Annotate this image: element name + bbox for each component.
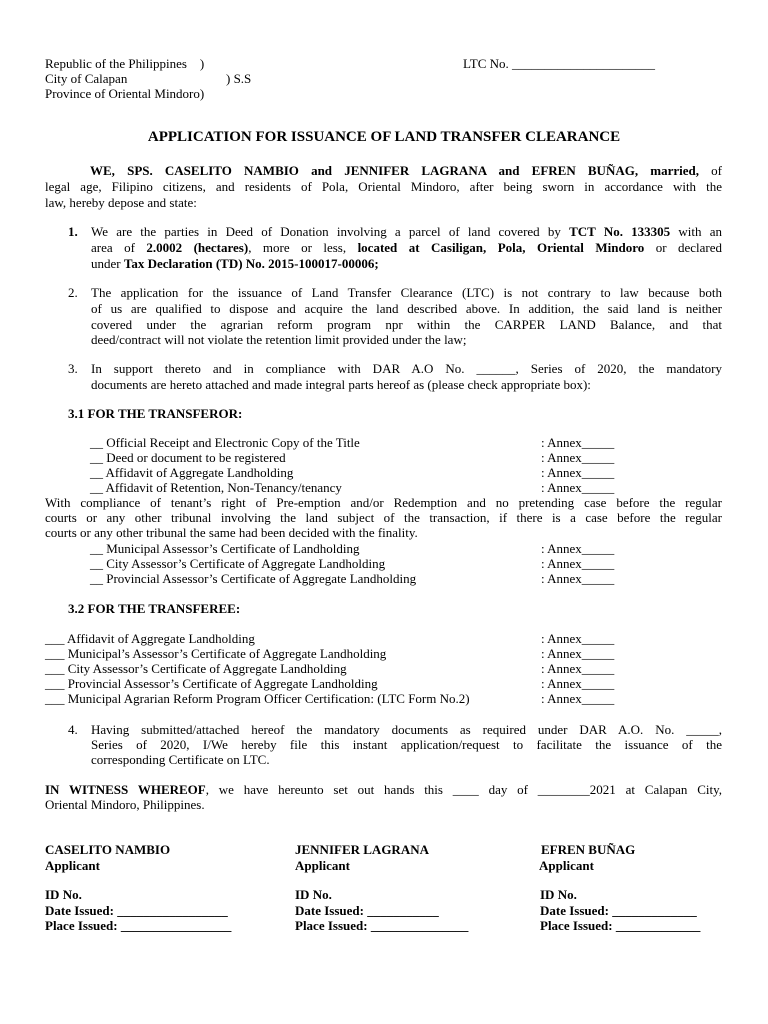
- transferor-item-affidavit-retention[interactable]: __ Affidavit of Retention, Non-Tenancy/tenancy: [90, 480, 342, 495]
- transferee-heading: 3.2 FOR THE TRANSFEREE:: [68, 601, 241, 616]
- item-1-declared: or declared: [644, 240, 723, 255]
- transferee-item-affidavit-aggregate[interactable]: ___ Affidavit of Aggregate Landholding: [45, 631, 255, 646]
- intro-line-3: law, hereby depose and state:: [45, 195, 197, 210]
- page-title: APPLICATION FOR ISSUANCE OF LAND TRANSFER CLEARANCE: [147, 129, 621, 145]
- transferor-heading: 3.1 FOR THE TRANSFEROR:: [68, 406, 243, 421]
- item-1-line-3: [91, 256, 379, 271]
- annex-field: : Annex_____: [541, 480, 615, 495]
- item-1-tax-declaration: Tax Declaration (TD) No. 2015-100017-00006;: [123, 256, 379, 271]
- intro-of: of: [711, 163, 722, 178]
- compliance-line-1: With compliance of tenant’s right of Pre-emption and/or Redemption and no pretending case before the regular: [45, 495, 722, 510]
- item-1-number: 1.: [68, 224, 78, 239]
- item-1-under: under: [91, 256, 124, 271]
- item-1-line-1: [91, 224, 722, 239]
- compliance-line-2: courts or any other tribunal involving the land subject of the transaction, if there is a case before the regular: [45, 510, 722, 525]
- item-1-more-less: , more or less,: [248, 240, 358, 255]
- annex-field: : Annex_____: [541, 676, 615, 691]
- header-province: Province of Oriental Mindoro): [45, 86, 205, 101]
- signatory-name-3: EFREN BUÑAG: [541, 842, 636, 857]
- item-4-line-1: Having submitted/attached hereof the mandatory documents as required under DAR A.O. No. _____,: [91, 722, 722, 737]
- item-3-line-1: In support thereto and in compliance with DAR A.O No. ______, Series of 2020, the mandatory: [91, 361, 722, 376]
- item-2-line-4: deed/contract will not violate the retention limit provided under the law;: [91, 332, 467, 347]
- item-1-tct: TCT No. 133305: [569, 224, 671, 239]
- transferor-item-provincial-assessor[interactable]: __ Provincial Assessor’s Certificate of Aggregate Landholding: [90, 571, 417, 586]
- transferee-item-marpo-certification[interactable]: ___ Municipal Agrarian Reform Program Officer Certification: (LTC Form No.2): [45, 691, 470, 706]
- signatory-role-1: Applicant: [45, 858, 100, 873]
- item-1-text-a: We are the parties in Deed of Donation involving a parcel of land covered by: [91, 224, 570, 239]
- item-4-line-3: corresponding Certificate on LTC.: [91, 752, 270, 767]
- witness-heading: IN WITNESS WHEREOF: [45, 782, 206, 797]
- annex-field: : Annex_____: [541, 571, 615, 586]
- annex-field: : Annex_____: [541, 465, 615, 480]
- item-4-number: 4.: [68, 722, 78, 737]
- item-2-line-3: covered under the agrarian reform program npr within the CARPER LAND Balance, and that: [91, 317, 722, 332]
- intro-line-1: [90, 163, 722, 178]
- transferor-item-affidavit-aggregate[interactable]: __ Affidavit of Aggregate Landholding: [90, 465, 294, 480]
- ltc-number-field: LTC No. ______________________: [463, 56, 655, 71]
- signatory-place-1: Place Issued: _________________: [45, 918, 232, 933]
- transferee-item-provincial-assessor[interactable]: ___ Provincial Assessor’s Certificate of Aggregate Landholding: [45, 676, 378, 691]
- signatory-place-2: Place Issued: _______________: [295, 918, 469, 933]
- transferee-item-city-assessor[interactable]: ___ City Assessor’s Certificate of Aggregate Landholding: [45, 661, 347, 676]
- annex-field: : Annex_____: [541, 646, 615, 661]
- item-1-location: located at Casiligan, Pola, Oriental Mindoro: [357, 240, 645, 255]
- item-2-line-1: The application for the issuance of Land Transfer Clearance (LTC) is not contrary to law because both: [91, 285, 722, 300]
- item-4-line-2: Series of 2020, I/We hereby file this instant application/request to facilitate the issuance of the: [91, 737, 722, 752]
- signatory-id-3: ID No.: [540, 887, 577, 902]
- item-1-line-2: [91, 240, 722, 255]
- item-1-text-c: with an: [670, 224, 723, 239]
- transferee-item-municipal-assessor[interactable]: ___ Municipal’s Assessor’s Certificate of Aggregate Landholding: [45, 646, 387, 661]
- signatory-id-2: ID No.: [295, 887, 332, 902]
- header-republic: Republic of the Philippines ): [45, 56, 205, 71]
- transferor-item-official-receipt[interactable]: __ Official Receipt and Electronic Copy of the Title: [90, 435, 360, 450]
- signatory-place-3: Place Issued: _____________: [540, 918, 701, 933]
- annex-field: : Annex_____: [541, 661, 615, 676]
- witness-line-1: [45, 782, 722, 797]
- signatory-name-2: JENNIFER LAGRANA: [295, 842, 429, 857]
- item-3-line-2: documents are hereto attached and made integral parts hereof as (please check appropriate box):: [91, 377, 591, 392]
- transferor-item-municipal-assessor[interactable]: __ Municipal Assessor’s Certificate of Landholding: [90, 541, 360, 556]
- item-2-line-2: of us are qualified to dispose and acquire the land described above. In addition, the said land is neither: [91, 301, 722, 316]
- signatory-date-3: Date Issued: _____________: [540, 903, 697, 918]
- signatory-id-1: ID No.: [45, 887, 82, 902]
- intro-parties: WE, SPS. CASELITO NAMBIO and JENNIFER LAGRANA and EFREN BUÑAG, married,: [90, 163, 699, 178]
- header-city-ss: ) S.S: [226, 71, 252, 86]
- header-city: City of Calapan: [45, 71, 128, 86]
- item-2-number: 2.: [68, 285, 78, 300]
- annex-field: : Annex_____: [541, 631, 615, 646]
- compliance-line-3: courts or any other tribunal the same had been decided with the finality.: [45, 525, 418, 540]
- signatory-date-1: Date Issued: _________________: [45, 903, 228, 918]
- annex-field: : Annex_____: [541, 435, 615, 450]
- witness-text: , we have hereunto set out hands this ____ day of ________2021 at Calapan City,: [205, 782, 722, 797]
- signatory-role-3: Applicant: [539, 858, 594, 873]
- intro-line-2: legal age, Filipino citizens, and residents of Pola, Oriental Mindoro, after being sworn in accordance with the: [45, 179, 722, 194]
- signatory-name-1: CASELITO NAMBIO: [45, 842, 171, 857]
- signatory-role-2: Applicant: [295, 858, 350, 873]
- item-1-area: 2.0002 (hectares): [146, 240, 249, 255]
- annex-field: : Annex_____: [541, 556, 615, 571]
- annex-field: : Annex_____: [541, 691, 615, 706]
- witness-line-2: Oriental Mindoro, Philippines.: [45, 797, 205, 812]
- signatory-date-2: Date Issued: ___________: [295, 903, 439, 918]
- item-1-area-label: area of: [91, 240, 147, 255]
- transferor-item-deed[interactable]: __ Deed or document to be registered: [90, 450, 286, 465]
- annex-field: : Annex_____: [541, 450, 615, 465]
- annex-field: : Annex_____: [541, 541, 615, 556]
- transferor-item-city-assessor[interactable]: __ City Assessor’s Certificate of Aggregate Landholding: [90, 556, 386, 571]
- item-3-number: 3.: [68, 361, 78, 376]
